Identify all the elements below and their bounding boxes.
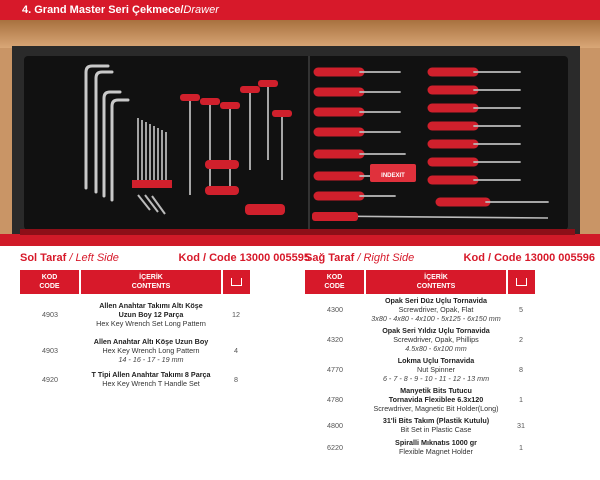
- row-desc: Hex Key Wrench Set Long Pattern: [96, 318, 206, 328]
- row-qty: 12: [232, 309, 240, 319]
- row-contents: [365, 384, 507, 414]
- magnet-pickup: [312, 212, 548, 221]
- row-contents: [80, 334, 222, 366]
- left-side-title-en: / Left Side: [69, 252, 119, 264]
- contents-label: CONTENTS: [416, 283, 456, 290]
- t-handle-keys: [180, 80, 292, 215]
- row-sizes: 14 - 16 - 17 - 19 mm: [118, 354, 184, 364]
- row-contents: [365, 324, 507, 354]
- row-code: 6220: [327, 442, 343, 452]
- row-qty: 31: [517, 420, 525, 430]
- table-row: [305, 294, 535, 324]
- row-qty: 2: [519, 334, 523, 344]
- hex-key-set: [138, 118, 166, 180]
- table-row: [20, 334, 250, 366]
- drawer-photo: [0, 20, 600, 246]
- row-name: Opak Seri Yıldız Uçlu Tornavida: [382, 325, 490, 335]
- row-name: Allen Anahtar Altı Köşe Uzun Boy: [93, 336, 209, 346]
- row-contents: [365, 294, 507, 324]
- row-desc: Screwdriver, Opak, Flat: [398, 304, 474, 314]
- row-qty: 4: [234, 345, 238, 355]
- contents-column-header: [365, 270, 507, 294]
- row-desc: Screwdriver, Magnetic Bit Holder(Long): [373, 403, 499, 413]
- row-desc: Flexible Magnet Holder: [399, 447, 473, 456]
- row-sizes: 4.5x80 - 6x100 mm: [405, 343, 467, 353]
- icerik-label: İÇERİK: [424, 274, 448, 281]
- catalog-banner: [0, 0, 600, 20]
- box-icon: [516, 278, 527, 286]
- table-row: [305, 384, 535, 414]
- right-side-heading: [305, 252, 595, 266]
- bit-box-label: INDEXIT: [381, 173, 405, 179]
- row-desc: Bit Set in Plastic Case: [400, 425, 472, 434]
- row-name: Opak Seri Düz Uçlu Tornavida: [384, 295, 488, 305]
- left-side-heading: [20, 252, 310, 266]
- right-side-code: Kod / Code 13000 005596: [463, 252, 595, 264]
- row-qty: 1: [519, 394, 523, 404]
- row-code: 4300: [327, 304, 343, 314]
- row-contents: [80, 294, 222, 334]
- quantity-column-header: [222, 270, 250, 294]
- quantity-column-header: [507, 270, 535, 294]
- code-label: CODE: [324, 283, 345, 290]
- row-sizes: 3x80 - 4x80 - 4x100 - 5x125 - 6x150 mm: [371, 313, 501, 323]
- left-side-code: Kod / Code 13000 005595: [178, 252, 310, 264]
- row-qty: 1: [519, 442, 523, 452]
- row-contents: [365, 414, 507, 436]
- banner-title-en: Drawer: [183, 4, 219, 16]
- row-code: 4770: [327, 364, 343, 374]
- kod-label: KOD: [326, 274, 343, 281]
- row-qty: 5: [519, 304, 523, 314]
- contents-label: CONTENTS: [131, 283, 171, 290]
- kod-label: KOD: [41, 274, 58, 281]
- row-contents: [80, 366, 222, 392]
- row-code: 4903: [42, 309, 58, 319]
- row-code: 4780: [327, 394, 343, 404]
- row-desc: Screwdriver, Opak, Phillips: [393, 334, 479, 344]
- table-row: [20, 294, 250, 334]
- row-code: 4920: [42, 374, 58, 384]
- row-name: Lokma Uçlu Tornavida: [397, 355, 475, 365]
- row-code: 4800: [327, 420, 343, 430]
- icerik-label: İÇERİK: [139, 274, 163, 281]
- row-contents: [365, 354, 507, 384]
- table-row: [305, 414, 535, 436]
- right-side-title: Sağ Taraf: [305, 252, 355, 264]
- table-row: [305, 354, 535, 384]
- row-name: 31'li Bits Takım (Plastik Kutulu): [382, 416, 490, 425]
- row-contents: [365, 436, 507, 458]
- kod-column-header: [20, 270, 80, 294]
- banner-title: 4. Grand Master Seri Çekmece/: [22, 4, 184, 16]
- row-desc: Nut Spinner: [417, 364, 455, 374]
- row-desc: Hex Key Wrench T Handle Set: [102, 379, 200, 388]
- hex-key-holder: [132, 180, 172, 188]
- table-header-row: [20, 270, 250, 294]
- hex-key-short-set: [138, 195, 165, 214]
- tools-illustration: [0, 20, 600, 246]
- table-row: [305, 324, 535, 354]
- row-name: Allen Anahtar Takımı Altı Köşe Uzun Boy 12 Parça: [99, 300, 203, 319]
- kod-column-header: [305, 270, 365, 294]
- row-name: Spiralli Mıknatıs 1000 gr: [395, 438, 477, 447]
- drawer-front-top: [20, 229, 575, 235]
- row-code: 4320: [327, 334, 343, 344]
- right-side-title-en: / Right Side: [357, 252, 415, 264]
- screwdrivers: [318, 72, 548, 202]
- table-row: [20, 366, 250, 392]
- row-qty: 8: [234, 374, 238, 384]
- box-icon: [231, 278, 242, 286]
- row-code: 4903: [42, 345, 58, 355]
- row-name: T Tipi Allen Anahtar Takımı 8 Parça: [91, 370, 211, 379]
- row-desc: Hex Key Wrench Long Pattern: [102, 345, 200, 355]
- table-row: [305, 436, 535, 458]
- row-qty: 8: [519, 364, 523, 374]
- left-side-title: Sol Taraf: [20, 252, 67, 264]
- row-name: Manyetik Bits Tutucu Tornavida Flexiblee 6.3x120: [388, 385, 484, 404]
- hex-keys-long: [86, 66, 128, 200]
- left-contents-table: [20, 270, 250, 392]
- contents-column-header: [80, 270, 222, 294]
- drawer-front: [0, 234, 600, 246]
- code-label: CODE: [39, 283, 60, 290]
- right-contents-table: [305, 270, 535, 458]
- row-sizes: 6 - 7 - 8 - 9 - 10 - 11 - 12 - 13 mm: [382, 373, 490, 383]
- table-header-row: [305, 270, 535, 294]
